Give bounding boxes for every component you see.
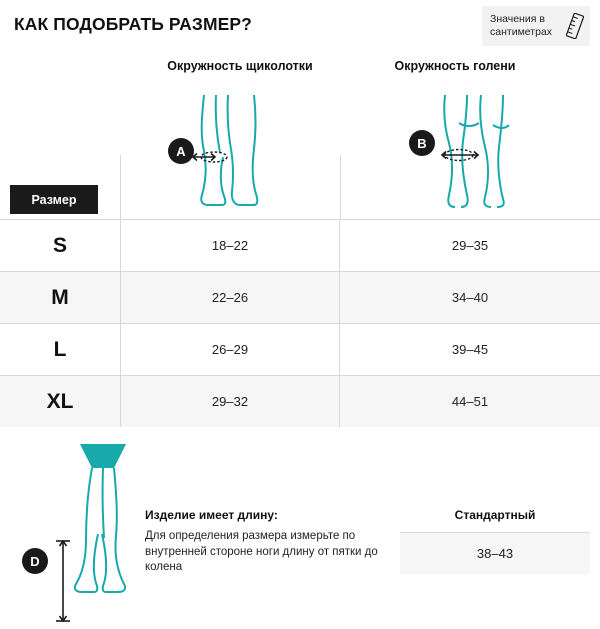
column-divider-1 bbox=[120, 155, 121, 219]
cell-size: L bbox=[53, 337, 67, 361]
units-badge-label: Значения в сантиметрах bbox=[490, 13, 553, 38]
cell-size: S bbox=[52, 233, 67, 257]
length-instructions-title: Изделие имеет длину: bbox=[145, 508, 278, 522]
length-instructions-body: Для определения размера измерьте по внутренней стороне ноги длину от пятки до колена bbox=[145, 530, 378, 573]
column-header-ankle: Окружность щиколотки bbox=[167, 59, 313, 73]
cell-ankle: 29–32 bbox=[120, 376, 340, 427]
column-divider-2 bbox=[340, 155, 341, 219]
standard-length-block bbox=[400, 508, 590, 574]
marker-a: A bbox=[168, 138, 194, 164]
table-row bbox=[0, 271, 600, 323]
size-column-label: Размер bbox=[10, 185, 98, 214]
cell-calf: 29–35 bbox=[451, 238, 489, 253]
size-table bbox=[0, 219, 600, 427]
calf-illustration bbox=[415, 95, 535, 210]
cell-ankle: 18–22 bbox=[120, 220, 340, 271]
table-row bbox=[0, 219, 600, 271]
table-row bbox=[0, 375, 600, 427]
cell-ankle: 26–29 bbox=[120, 324, 340, 375]
column-header-calf: Окружность голени bbox=[394, 59, 516, 73]
table-row bbox=[0, 323, 600, 375]
standard-length-value: 38–43 bbox=[400, 533, 590, 574]
length-instructions bbox=[145, 508, 390, 576]
cell-size: M bbox=[51, 285, 69, 309]
cell-ankle: 22–26 bbox=[120, 272, 340, 323]
length-dimension-arrow bbox=[56, 538, 70, 624]
bottom-section bbox=[0, 440, 600, 600]
cell-size: XL bbox=[46, 389, 74, 413]
ruler-icon bbox=[566, 13, 584, 39]
units-badge bbox=[482, 6, 590, 46]
marker-d: D bbox=[22, 548, 48, 574]
cell-calf: 34–40 bbox=[451, 290, 489, 305]
cell-calf: 39–45 bbox=[451, 342, 489, 357]
standard-length-header: Стандартный bbox=[400, 508, 590, 533]
page-title: КАК ПОДОБРАТЬ РАЗМЕР? bbox=[14, 14, 252, 34]
marker-b: B bbox=[409, 130, 435, 156]
cell-calf: 44–51 bbox=[451, 394, 489, 409]
